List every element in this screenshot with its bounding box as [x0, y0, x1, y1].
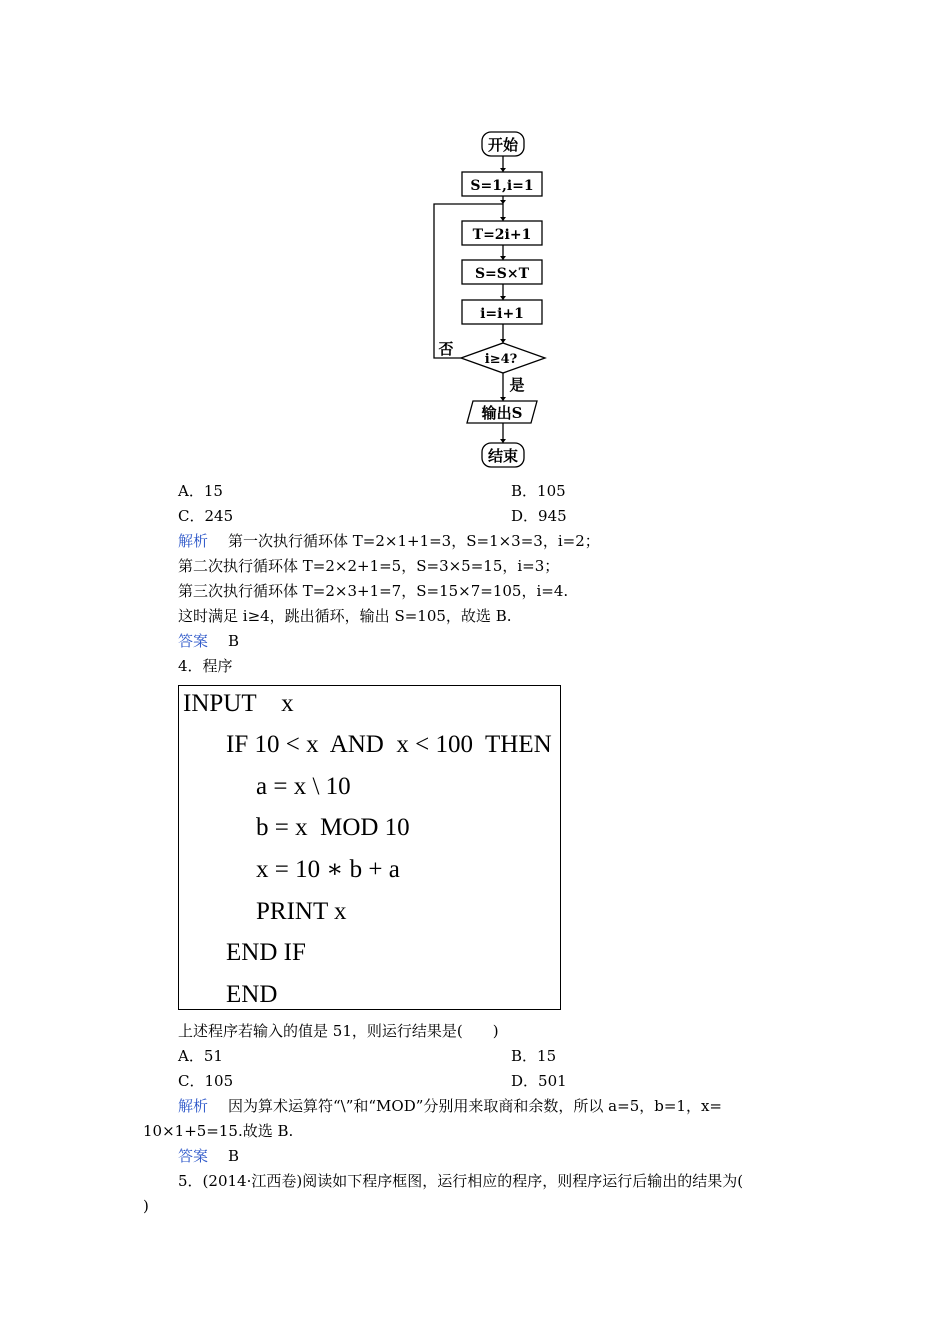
q4-answer-label: 答案	[178, 1147, 209, 1165]
q5-line-2: )	[143, 1197, 149, 1215]
init-text: S=1,i=1	[470, 178, 534, 194]
program-line-a: a = x \ 10	[256, 773, 351, 800]
step2-text: S=S×T	[474, 266, 530, 282]
q3-analysis-line-3: 第三次执行循环体 T=2×3+1=7，S=15×7=105，i=4.	[178, 582, 569, 600]
q4-option-d: D．501	[511, 1072, 567, 1090]
no-label: 否	[438, 340, 454, 358]
q4-question: 上述程序若输入的值是 51，则运行结果是( )	[178, 1022, 499, 1040]
q3-analysis-line-4: 这时满足 i≥4，跳出循环，输出 S=105，故选 B.	[178, 607, 512, 625]
q3-answer: B	[228, 632, 240, 650]
flowchart	[420, 125, 590, 475]
q3-option-a: A．15	[178, 482, 223, 500]
end-text: 结束	[487, 447, 519, 465]
q4-answer: B	[228, 1147, 240, 1165]
q3-option-b: B．105	[511, 482, 566, 500]
q3-analysis-line-2: 第二次执行循环体 T=2×2+1=5，S=3×5=15，i=3；	[178, 557, 560, 575]
program-line-input: INPUT x	[183, 690, 294, 717]
q4-option-b: B．15	[511, 1047, 557, 1065]
program-line-if: IF 10 < x AND x < 100 THEN	[226, 731, 552, 758]
q5-line-1: 5．(2014·江西卷)阅读如下程序框图，运行相应的程序，则程序运行后输出的结果为(	[178, 1172, 744, 1190]
program-line-end-if: END IF	[226, 939, 306, 966]
q3-analysis-line-1: 第一次执行循环体 T=2×1+1=3，S=1×3=3，i=2；	[228, 532, 600, 550]
output-text: 输出S	[481, 404, 523, 422]
program-line-print: PRINT x	[256, 898, 347, 925]
program-line-end: END	[226, 981, 278, 1008]
q3-option-c: C．245	[178, 507, 234, 525]
program-line-x: x = 10 ∗ b + a	[256, 856, 400, 883]
q4-option-a: A．51	[178, 1047, 223, 1065]
q4-analysis-line-1: 因为算术运算符“\”和“MOD”分别用来取商和余数，所以 a=5，b=1，x=	[228, 1097, 722, 1115]
program-box	[178, 685, 561, 1010]
q4-heading: 4．程序	[178, 657, 233, 675]
q3-answer-label: 答案	[178, 632, 209, 650]
q4-analysis-line-2: 10×1+5=15.故选 B.	[143, 1122, 294, 1140]
q4-analysis-label: 解析	[178, 1097, 209, 1115]
step1-text: T=2i+1	[472, 227, 532, 243]
yes-label: 是	[509, 376, 525, 394]
program-line-b: b = x MOD 10	[256, 814, 410, 841]
condition-text: i≥4?	[484, 352, 518, 367]
q3-option-d: D．945	[511, 507, 567, 525]
start-text: 开始	[487, 136, 519, 154]
q3-analysis-label: 解析	[178, 532, 209, 550]
q4-option-c: C．105	[178, 1072, 234, 1090]
step3-text: i=i+1	[480, 306, 524, 322]
